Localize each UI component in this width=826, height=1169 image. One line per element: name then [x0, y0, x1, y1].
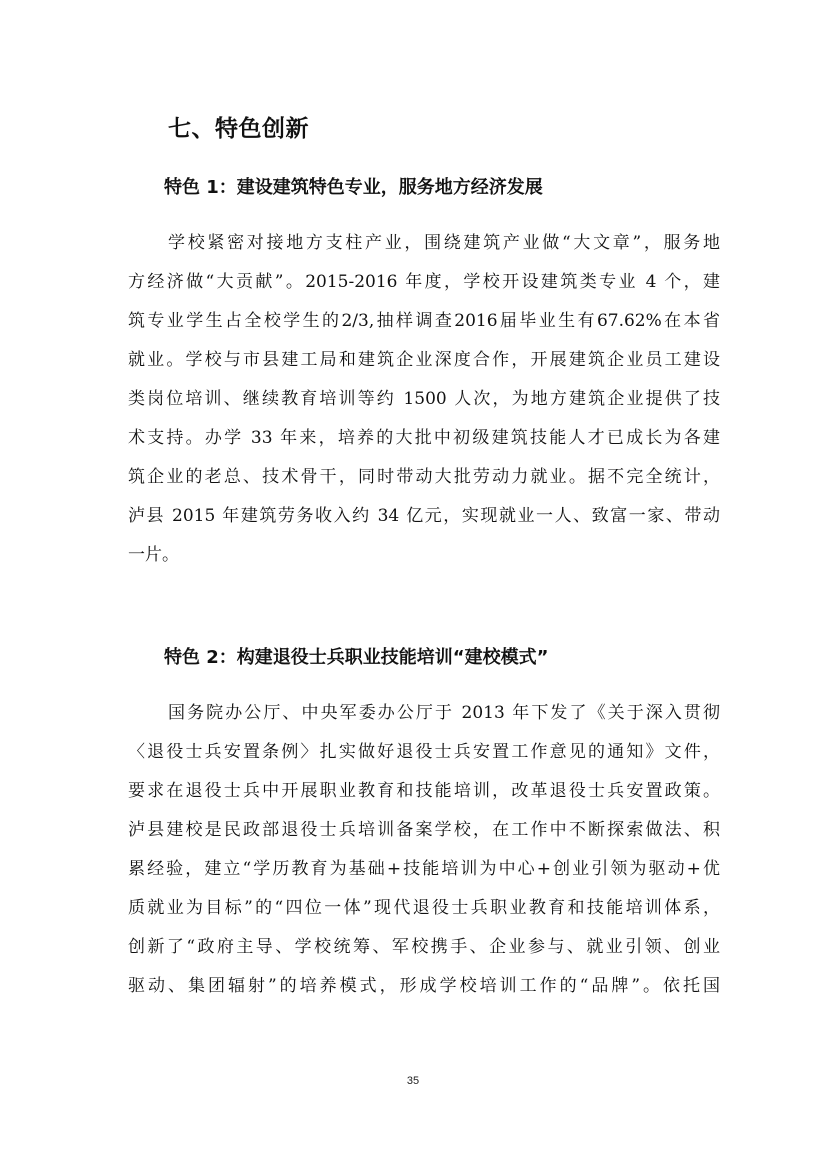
paragraph-line: 国务院办公厅、中央军委办公厅于 2013 年下发了《关于深入贯彻 — [168, 703, 720, 723]
paragraph-line: 类岗位培训、继续教育培训等约 1500 人次，为地方建筑企业提供了技 — [128, 389, 720, 409]
paragraph-line: 质就业为目标”的“四位一体”现代退役士兵职业教育和技能培训体系， — [128, 898, 720, 918]
section-title: 七、特色创新 — [168, 116, 309, 142]
paragraph-line: 学校紧密对接地方支柱产业，围绕建筑产业做“大文章”，服务地 — [168, 233, 720, 253]
paragraph-line: 方经济做“大贡献”。2015-2016 年度，学校开设建筑类专业 4 个，建 — [128, 272, 720, 292]
page-number: 35 — [406, 1075, 420, 1087]
paragraph-line: 创新了“政府主导、学校统筹、军校携手、企业参与、就业引领、创业 — [128, 937, 720, 957]
feature-2-paragraph — [128, 694, 720, 1006]
paragraph-line: 〈退役士兵安置条例〉扎实做好退役士兵安置工作意见的通知》文件， — [128, 742, 720, 762]
paragraph-line: 累经验，建立“学历教育为基础+技能培训为中心+创业引领为驱动+优 — [128, 859, 720, 879]
paragraph-line: 术支持。办学 33 年来，培养的大批中初级建筑技能人才已成长为各建 — [128, 428, 720, 448]
paragraph-line: 泸县建校是民政部退役士兵培训备案学校，在工作中不断探索做法、积 — [128, 820, 720, 840]
paragraph-line: 驱动、集团辐射”的培养模式，形成学校培训工作的“品牌”。依托国 — [128, 976, 720, 996]
paragraph-line: 筑专业学生占全校学生的2/3,抽样调查2016届毕业生有67.62%在本省 — [128, 311, 720, 331]
feature-1-heading: 特色 1：建设建筑特色专业，服务地方经济发展 — [164, 177, 543, 198]
paragraph-line: 泸县 2015 年建筑劳务收入约 34 亿元，实现就业一人、致富一家、带动 — [128, 506, 720, 526]
paragraph-line: 筑企业的老总、技术骨干，同时带动大批劳动力就业。据不完全统计， — [128, 467, 720, 487]
paragraph-line: 要求在退役士兵中开展职业教育和技能培训，改革退役士兵安置政策。 — [128, 781, 720, 801]
paragraph-line: 一片。 — [128, 545, 179, 565]
feature-1-paragraph — [128, 224, 720, 575]
feature-2-heading: 特色 2：构建退役士兵职业技能培训“建校模式” — [164, 647, 549, 668]
paragraph-line: 就业。学校与市县建工局和建筑企业深度合作，开展建筑企业员工建设 — [128, 350, 720, 370]
